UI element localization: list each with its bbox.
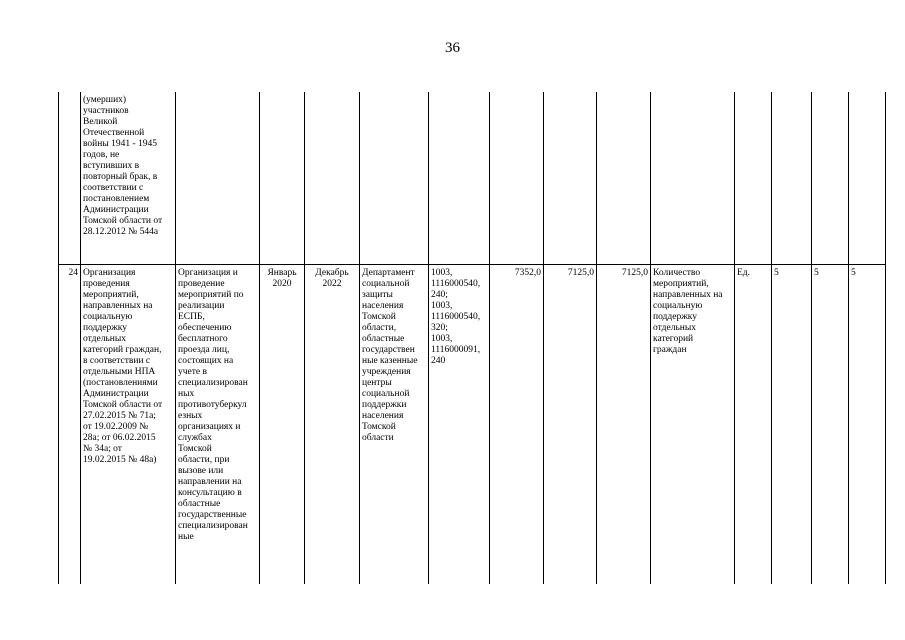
cell-value: 5 xyxy=(812,264,849,584)
cell-executor: Департамент социальной защиты населения Томской области, областные государствен ные казенные учреждения центры социальной поддержки населения Томской области xyxy=(360,264,429,584)
cell-kbk xyxy=(429,92,490,264)
cell-amount xyxy=(544,92,597,264)
cell-indicator: Количество мероприятий, направленных на социальную поддержку отдельных категорий граждан xyxy=(651,264,735,584)
cell-executor xyxy=(360,92,429,264)
cell-value xyxy=(849,92,886,264)
cell-start: Январь 2020 xyxy=(260,264,305,584)
table-row xyxy=(59,92,886,264)
cell-value: 5 xyxy=(772,264,812,584)
program-activities-table xyxy=(58,92,886,584)
page-number: 36 xyxy=(445,40,460,56)
cell-num xyxy=(59,92,81,264)
cell-activity-name: Организация проведения мероприятий, направленных на социальную поддержку отдельных категорий граждан, в соответствии с отдельными НПА (постановлениями Администрации Томской области от 27.02.2015 № 71а; от 19.02.2009 № 28а; от 06.02.2015 № 34а; от 19.02.2015 № 48а) xyxy=(81,264,176,584)
cell-activity-name: (умерших) участников Великой Отечественной войны 1941 - 1945 годов, не вступивших в повторный брак, в соответствии с постановлением Администрации Томской области от 28.12.2012 № 544а xyxy=(81,92,176,264)
cell-amount xyxy=(490,92,544,264)
cell-description xyxy=(176,92,260,264)
cell-unit: Ед. xyxy=(735,264,772,584)
cell-kbk: 1003, 1116000540, 240; 1003, 1116000540, 320; 1003, 1116000091, 240 xyxy=(429,264,490,584)
table-row xyxy=(59,264,886,584)
cell-value xyxy=(812,92,849,264)
cell-value: 5 xyxy=(849,264,886,584)
cell-end xyxy=(305,92,360,264)
cell-value xyxy=(772,92,812,264)
cell-unit xyxy=(735,92,772,264)
cell-description: Организация и проведение мероприятий по реализации ЕСПБ, обеспечению бесплатного проезда лиц, состоящих на учете в специализирован ных противотуберкул езных организациях и службах Томской области, при вызове или направлении на консультацию в областные государственные специализирован ные xyxy=(176,264,260,584)
cell-amount: 7125,0 xyxy=(597,264,651,584)
cell-num: 24 xyxy=(59,264,81,584)
cell-indicator xyxy=(651,92,735,264)
cell-amount: 7352,0 xyxy=(490,264,544,584)
cell-end: Декабрь 2022 xyxy=(305,264,360,584)
cell-start xyxy=(260,92,305,264)
cell-amount: 7125,0 xyxy=(544,264,597,584)
cell-amount xyxy=(597,92,651,264)
